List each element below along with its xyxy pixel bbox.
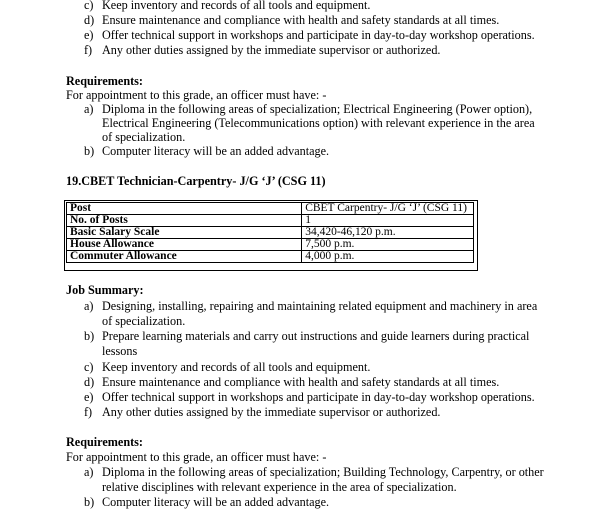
table-key: Commuter Allowance	[67, 251, 302, 263]
list-label: b)	[84, 144, 95, 158]
list-item-line: of specialization.	[102, 130, 186, 144]
table-value: 1	[302, 215, 474, 227]
list-label: c)	[84, 360, 94, 374]
table-key: House Allowance	[67, 239, 302, 251]
list-item-line: Any other duties assigned by the immediate supervisor or authorized.	[102, 405, 441, 419]
list-item: Keep inventory and records of all tools and equipment.	[102, 0, 371, 12]
list-item-line: Computer literacy will be an added advantage.	[102, 495, 330, 509]
job-summary-heading: Job Summary:	[66, 283, 144, 297]
requirements-intro: For appointment to this grade, an officer must have: -	[66, 88, 327, 102]
list-label: f)	[84, 405, 93, 419]
list-item-line: relative disciplines with relevant experience in the area of specialization.	[102, 480, 457, 494]
table-value: 4,000 p.m.	[302, 251, 474, 263]
table-key: Post	[67, 203, 302, 215]
table-row	[67, 215, 474, 227]
list-item: Any other duties assigned by the immediate supervisor or authorized.	[102, 43, 441, 57]
table-row	[67, 239, 474, 251]
list-label: e)	[84, 390, 94, 404]
list-item-line: Prepare learning materials and carry out instructions and guide learners during practical	[102, 329, 530, 343]
table-row	[67, 227, 474, 239]
table-value: CBET Carpentry- J/G ‘J’ (CSG 11)	[302, 203, 474, 215]
section-title: 19.CBET Technician-Carpentry- J/G ‘J’ (CSG 11)	[66, 174, 326, 188]
list-item-line: Electrical Engineering (Telecommunications option) with relevant experience in the area	[102, 116, 535, 130]
list-item-line: of specialization.	[102, 314, 186, 328]
list-item-line: Keep inventory and records of all tools and equipment.	[102, 360, 371, 374]
list-item-line: Diploma in the following areas of specialization; Electrical Engineering (Power option),	[102, 102, 533, 116]
table-key: Basic Salary Scale	[67, 227, 302, 239]
list-item-line: Diploma in the following areas of specialization; Building Technology, Carpentry, or other	[102, 465, 544, 479]
list-label: a)	[84, 102, 94, 116]
table-value: 7,500 p.m.	[302, 239, 474, 251]
list-item: Ensure maintenance and compliance with health and safety standards at all times.	[102, 13, 500, 27]
list-label: c)	[84, 0, 94, 12]
list-label: b)	[84, 495, 95, 509]
table-key: No. of Posts	[67, 215, 302, 227]
list-label: f)	[84, 43, 93, 57]
list-item-line: lessons	[102, 344, 138, 358]
list-item: Offer technical support in workshops and participate in day-to-day workshop operations.	[102, 28, 535, 42]
table-row	[67, 203, 474, 215]
list-label: a)	[84, 465, 94, 479]
table-row	[67, 251, 474, 263]
list-item-line: Offer technical support in workshops and participate in day-to-day workshop operations.	[102, 390, 535, 404]
post-details-table	[66, 202, 474, 263]
list-label: e)	[84, 28, 94, 42]
requirements-heading: Requirements:	[66, 435, 143, 449]
list-item-line: Ensure maintenance and compliance with health and safety standards at all times.	[102, 375, 500, 389]
list-label: a)	[84, 299, 94, 313]
list-label: d)	[84, 375, 95, 389]
table-value: 34,420-46,120 p.m.	[302, 227, 474, 239]
list-item-line: Computer literacy will be an added advantage.	[102, 144, 330, 158]
list-label: d)	[84, 13, 95, 27]
requirements-intro: For appointment to this grade, an officer must have: -	[66, 450, 327, 464]
list-label: b)	[84, 329, 95, 343]
list-item-line: Designing, installing, repairing and maintaining related equipment and machinery in area	[102, 299, 538, 313]
requirements-heading: Requirements:	[66, 74, 143, 88]
